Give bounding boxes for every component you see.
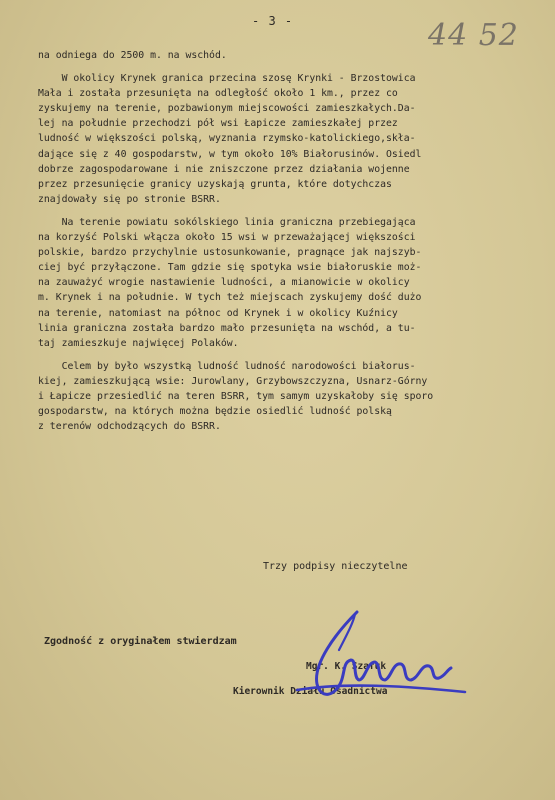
paragraph-gap xyxy=(38,63,538,71)
signatory-title: Kierownik Działu Osadnictwa xyxy=(233,686,388,697)
text-line: dające się z 40 gospodarstw, w tym około 10% Białorusinów. Osiedl xyxy=(38,148,422,160)
archive-number: 44 52 xyxy=(428,18,519,53)
text-line: linia graniczna została bardzo mało przesunięta na wschód, a tu- xyxy=(38,322,416,334)
text-line: Na terenie powiatu sokólskiego linia graniczna przebiegająca xyxy=(38,216,416,228)
text-line: na odniega do 2500 m. na wschód. xyxy=(38,50,227,61)
text-line: lej na południe przechodzi pół wsi Łapicze zamieszkałej przez xyxy=(38,118,398,130)
paragraph-gap xyxy=(38,207,538,215)
certification-statement: Zgodność z oryginałem stwierdzam xyxy=(44,636,237,647)
text-line: i Łapicze przesiedlić na teren BSRR, tym samym uzyskałoby się sporo xyxy=(38,390,434,402)
handwritten-signature xyxy=(295,604,470,714)
text-line: m. Krynek i na południe. W tych też miejscach zyskujemy dość dużo xyxy=(38,292,422,304)
text-line: ludność w większości polską, wyznania rzymsko-katolickiego,skła- xyxy=(38,133,416,145)
text-line: kiej, zamieszkującą wsie: Jurowlany, Grzybowszczyzna, Usnarz-Górny xyxy=(38,375,428,387)
text-line: na terenie, natomiast na północ od Krynek i w okolicy Kuźnicy xyxy=(38,307,398,319)
signatory-name: Mgr. K. Szafuk xyxy=(306,661,387,672)
paragraph xyxy=(38,48,538,63)
paragraph xyxy=(38,71,538,207)
text-line: polskie, bardzo przychylnie ustosunkowanie, pragnące jak najszyb- xyxy=(38,247,422,259)
text-line: Mała i została przesunięta na odległość około 1 km., przez co xyxy=(38,88,398,100)
text-line: na zauważyć wrogie nastawienie ludności, a mianowicie w okolicy xyxy=(38,277,410,289)
text-line: W okolicy Krynek granica przecina szosę Krynki - Brzostowica xyxy=(38,73,416,85)
text-line: zyskujemy na terenie, pozbawionym miejscowości zamieszkałych.Da- xyxy=(38,103,416,115)
text-line: gospodarstw, na których można będzie osiedlić ludność polską xyxy=(38,406,392,418)
signature-drawing xyxy=(295,604,470,714)
text-line: ciej być przyłączone. Tam gdzie się spotyka wsie białoruskie moż- xyxy=(38,262,422,274)
paragraph xyxy=(38,359,538,434)
signatures-note: Trzy podpisy nieczytelne xyxy=(263,561,408,572)
paragraph-gap xyxy=(38,351,538,359)
body-text xyxy=(38,48,538,434)
text-line: Celem by było wszystką ludność ludność narodowości białorus- xyxy=(38,360,416,372)
page-number: - 3 - xyxy=(252,14,294,28)
text-line: z terenów odchodzących do BSRR. xyxy=(38,421,221,433)
paragraph xyxy=(38,215,538,351)
text-line: przez przesunięcie granicy uzyskają grunta, które dotychczas xyxy=(38,178,392,190)
text-line: na korzyść Polski włącza około 15 wsi w przeważającej większości xyxy=(38,232,416,244)
text-line: znajdowały się po stronie BSRR. xyxy=(38,193,221,205)
text-line: taj zamieszkuje najwięcej Polaków. xyxy=(38,337,239,349)
text-line: dobrze zagospodarowane i nie zniszczone przez działania wojenne xyxy=(38,163,410,175)
